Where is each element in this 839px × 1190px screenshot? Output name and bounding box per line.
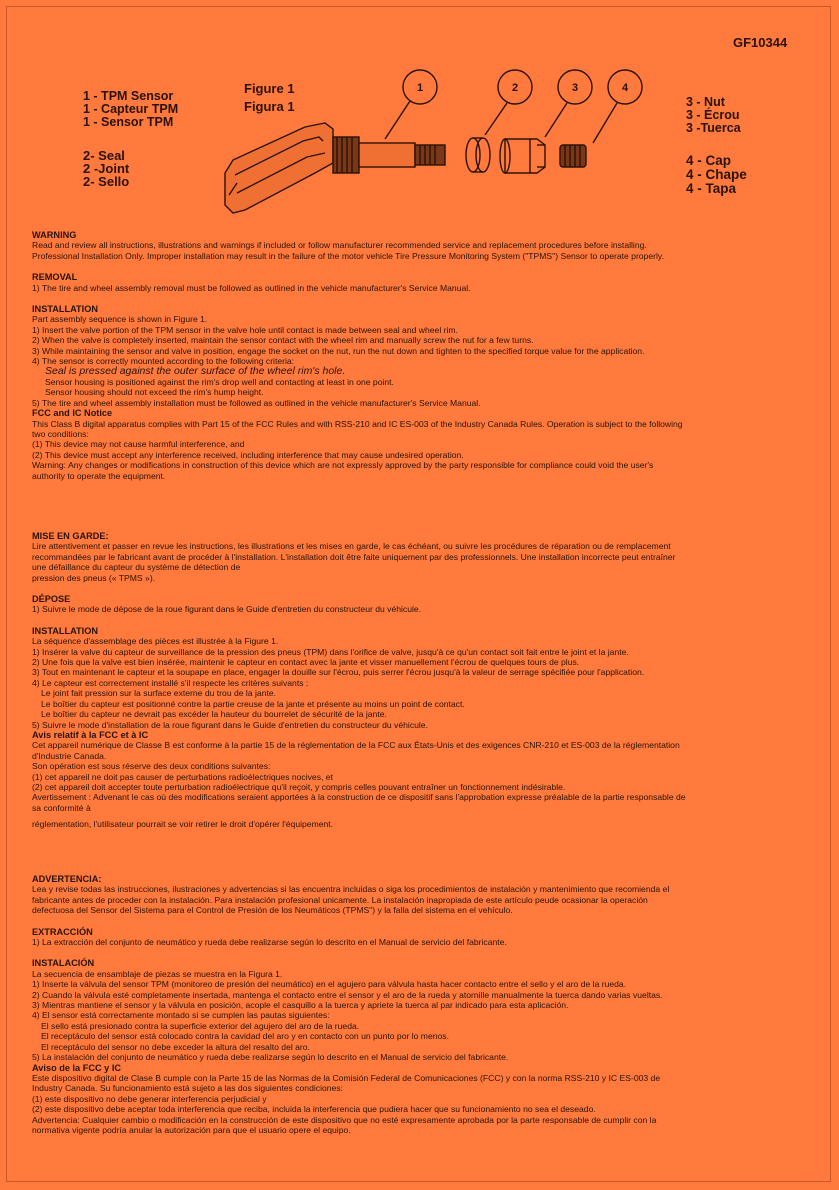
install-line: 2) Une fois que la valve est bien insérée, maintenir le capteur en contact avec la jante et visser manuellement l'écrou de quelques tours de plus.	[32, 657, 580, 668]
fcc-line: sa conformité à	[32, 802, 91, 813]
fcc-line: Este dispositivo digital de Clase B cumple con la Parte 15 de las Normas de la Comisión Federal de Comunicaciones (FCC) y con la norma RSS-210 y IC ES-003 de	[32, 1072, 661, 1083]
criteria-line: El receptáculo del sensor no debe exceder la altura del resalto del aro.	[41, 1041, 310, 1052]
fcc-line: (2) cet appareil doit accepter toute perturbation radioélectrique qu'il reçoit, y compris celles pouvant entraîner un fonctionnement indésirable.	[32, 781, 566, 792]
nut-label-es: 3 -Tuerca	[686, 121, 741, 135]
sensor-label-es: 1 - Sensor TPM	[83, 115, 174, 129]
fcc-line: Warning: Any changes or modifications in construction of this device which are not expressly approved by the party responsible for compliance could void the user's	[32, 460, 654, 471]
cap-label	[686, 154, 747, 196]
criteria-line: Sensor housing should not exceed the rim's hump height.	[45, 387, 264, 398]
warning-text: defectuosa del Sensor del Sistema para el Control de Presión de los Neumáticos (TPMS") y la falla del sistema en el vehículo.	[32, 905, 513, 916]
tpms-assembly-diagram	[215, 65, 655, 215]
warning-text: Lea y revise todas las instrucciones, ilustraciones y advertencias si las encuentra incluidas o siga los procedimientos de instalación y mantenimiento que recomienda el	[32, 884, 670, 895]
install-line: 5) Suivre le mode d'installation de la roue figurant dans le Guide d'entretien du constructeur du véhicule.	[32, 719, 428, 730]
sensor-label-fr: 1 - Capteur TPM	[83, 102, 179, 116]
warning-text: recommandées par le fabricant avant de procéder à l'installation. L'installation doit être faite uniquement par des professionnels. Une installation incorrecte peut entraîner	[32, 551, 676, 562]
fcc-line: Advertencia: Cualquier cambio o modificación en la construcción de este dispositivo que no esté expresamente aprobada por la parte responsable de cumplir con la	[32, 1114, 657, 1125]
callout-4-number: 4	[621, 82, 629, 94]
tpm-sensor-illustration	[225, 123, 445, 213]
sensor-label	[83, 90, 178, 129]
install-line: 3) Mientras mantiene el sensor y la válvula en posición, acople el casquillo a la tuerca y apriete la tuerca al par indicado para esta aplicación.	[32, 1000, 569, 1011]
removal-heading: REMOVAL	[32, 272, 78, 283]
spanish-section	[32, 874, 802, 1135]
removal-heading: EXTRACCIÓN	[32, 926, 93, 937]
figure-title-en: Figure 1	[244, 81, 295, 96]
figure-title-es: Figura 1	[244, 99, 295, 114]
warning-text: fabricante antes de proceder con la instalación. Para instalación profesional unicamente. La instalación inapropiada de este artículo peude ocasionar la operación	[32, 894, 648, 905]
seal-label-en: 2- Seal	[83, 148, 125, 163]
fcc-line: (1) cet appareil ne doit pas causer de perturbations radioélectriques nocives, et	[32, 771, 333, 782]
install-line: La secuencia de ensamblaje de piezas se muestra en la Figura 1.	[32, 968, 283, 979]
fcc-heading: Avis relatif à la FCC et à IC	[32, 729, 149, 740]
install-line: 3) Tout en maintenant le capteur et la soupape en place, engager la douille sur l'écrou, puis serrer l'écrou jusqu'à la valeur de serrage spécifiée pour l'application.	[32, 667, 645, 678]
fcc-line: Son opération est sous réserve des deux conditions suivantes:	[32, 761, 271, 772]
removal-heading: DÉPOSE	[32, 594, 71, 605]
warning-text: Lire attentivement et passer en revue les instructions, les illustrations et les mises en garde, le cas échéant, ou suivre les procédures de réparation ou de remplacement	[32, 541, 671, 552]
sensor-label-en: 1 - TPM Sensor	[83, 89, 174, 103]
fcc-line: normativa vigente podría anular la autorización para que el usuario opere el equipo.	[32, 1124, 351, 1135]
fcc-line: (2) este dispositivo debe aceptar toda interferencia que reciba, incluida la interferencia que pudiera hacer que su funcionamiento no sea el deseado.	[32, 1104, 596, 1115]
fcc-line: Cet appareil numérique de Classe B est conforme à la partie 15 de la réglementation de la FCC aux États-Unis et des exigences CNR-210 et ES-003 de la réglementation	[32, 740, 680, 751]
fcc-line: two conditions:	[32, 428, 89, 439]
install-line: 2) When the valve is completely inserted, maintain the sensor contact with the wheel rim and manually screw the nut for a few turns.	[32, 335, 534, 346]
removal-text: 1) Suivre le mode de dépose de la roue figurant dans le Guide d'entretien du constructeur du véhicule.	[32, 604, 422, 615]
install-line: 5) La instalación del conjunto de neumático y rueda debe realizarse según lo descrito en el Manual de servicio del fabricante.	[32, 1052, 509, 1063]
french-section	[32, 531, 802, 830]
removal-text: 1) The tire and wheel assembly removal must be followed as outlined in the vehicle manufacturer's Service Manual.	[32, 282, 471, 293]
callout-1-number: 1	[416, 82, 424, 94]
criteria-italic: Seal is pressed against the outer surface of the wheel rim's hole.	[45, 365, 346, 378]
fcc-line: Avertissement : Advenant le cas où des modifications seraient apportées à la construction de ce dispositif sans l'approbation expresse préalable de la partie responsable de	[32, 792, 686, 803]
english-section	[32, 230, 802, 481]
document-id: GF10344	[733, 35, 788, 50]
fcc-line: authority to operate the equipment.	[32, 470, 166, 481]
nut-illustration	[500, 139, 545, 173]
nut-label-fr: 3 - Écrou	[686, 108, 740, 122]
fcc-line: (2) This device must accept any interference received, including interference that may cause undesired operation.	[32, 449, 464, 460]
criteria-line: El receptáculo del sensor está colocado contra la cavidad del aro y en contacto con un punto por lo menos.	[41, 1031, 449, 1042]
nut-label	[686, 96, 741, 135]
seal-label	[83, 149, 129, 188]
fcc-line: (1) This device may not cause harmful interference, and	[32, 439, 245, 450]
callout-2	[485, 70, 532, 135]
fcc-line: This Class B digital apparatus complies with Part 15 of the FCC Rules and with RSS-210 and IC ES-003 of the Industry Canada Rules. Operation is subject to the following	[32, 418, 683, 429]
callout-1	[385, 70, 437, 139]
fcc-line: d'Industrie Canada.	[32, 750, 107, 761]
seal-label-fr: 2 -Joint	[83, 161, 130, 176]
warning-text-2: Professional Installation Only. Improper installation may result in the failure of the motor vehicle Tire Pressure Monitoring System ("TPMS") Sensor to operate properly.	[32, 250, 664, 261]
warning-text-1: Read and review all instructions, illustrations and warnings if included or follow manufacturer recommended service and replacement procedures before installing.	[32, 240, 647, 251]
seal-label-es: 2- Sello	[83, 174, 130, 189]
criteria-line: Le boîtier du capteur est positionné contre la partie creuse de la jante et présente au moins un point de contact.	[41, 698, 465, 709]
install-line: 1) Inserte la válvula del sensor TPM (monitoreo de presión del neumático) en el agujero para válvula hasta hacer contacto entre el sello y el aro de la rueda.	[32, 979, 627, 990]
warning-heading: ADVERTENCIA:	[32, 874, 102, 884]
install-line: 1) Insérer la valve du capteur de surveillance de la pression des pneus (TPM) dans l'orifice de valve, jusqu'à ce qu'un contact soit fait entre le joint et la jante.	[32, 646, 629, 657]
callout-2-number: 2	[511, 82, 519, 94]
fcc-line: (1) este dispositivo no debe generar interferencia perjudicial y	[32, 1093, 267, 1104]
installation-heading: INSTALACIÓN	[32, 958, 95, 969]
cap-label-en: 4 - Cap	[686, 153, 732, 168]
nut-label-en: 3 - Nut	[686, 95, 725, 109]
install-line: La séquence d'assemblage des pièces est illustrée à la Figure 1.	[32, 636, 279, 647]
fcc-heading: FCC and IC Notice	[32, 408, 113, 419]
callout-3	[545, 70, 592, 137]
install-line: 4) The sensor is correctly mounted according to the following criteria:	[32, 356, 295, 367]
install-line: 2) Cuando la válvula esté completamente insertada, mantenga el contacto entre el sensor y el aro de la rueda y atornille manualmente la tuerca dando varias vueltas.	[32, 989, 663, 1000]
criteria-line: Sensor housing is positioned against the rim's drop well and contacting at least in one point.	[45, 376, 394, 387]
callout-3-number: 3	[571, 82, 579, 94]
install-line: 5) The tire and wheel assembly installation must be followed as outlined in the vehicle manufacturer's Service Manual.	[32, 397, 481, 408]
cap-label-fr: 4 - Chape	[686, 167, 747, 182]
warning-heading: MISE EN GARDE:	[32, 531, 109, 541]
criteria-line: El sello está presionado contra la superficie exterior del agujero del aro de la rueda.	[41, 1020, 360, 1031]
installation-heading: INSTALLATION	[32, 625, 99, 636]
callout-4	[593, 70, 642, 143]
installation-heading: INSTALLATION	[32, 304, 99, 315]
install-line: 3) While maintaining the sensor and valve in position, engage the socket on the nut, run the nut down and tighten to the specified torque value for the application.	[32, 345, 645, 356]
warning-text: pression des pneus (« TPMS »).	[32, 572, 156, 583]
removal-text: 1) La extracción del conjunto de neumático y rueda debe realizarse según lo descrito en el Manual de servicio del fabricante.	[32, 937, 507, 948]
warning-text: une défaillance du capteur du système de détection de	[32, 562, 241, 573]
warning-heading: WARNING	[32, 230, 77, 240]
fcc-heading: Aviso de la FCC y IC	[32, 1062, 122, 1073]
criteria-line: Le boîtier du capteur ne devrait pas excéder la hauteur du bourrelet de sécurité de la jante.	[41, 709, 387, 720]
fcc-line: réglementation, l'utilisateur pourrait se voir retirer le droit d'opérer l'équipement.	[32, 819, 334, 830]
install-line: 4) Le capteur est correctement installé s'il respecte les critères suivants :	[32, 677, 309, 688]
fcc-line: Industry Canada. Su funcionamiento está sujeto a las dos siguientes condiciones:	[32, 1083, 343, 1094]
criteria-line: Le joint fait pression sur la surface externe du trou de la jante.	[41, 688, 277, 699]
cap-label-es: 4 - Tapa	[686, 181, 737, 196]
seal-illustration	[466, 138, 490, 172]
cap-illustration	[560, 145, 586, 167]
install-line: Part assembly sequence is shown in Figure 1.	[32, 314, 208, 325]
install-line: 4) El sensor está correctamente montado si se cumplen las pautas siguientes:	[32, 1010, 330, 1021]
install-line: 1) Insert the valve portion of the TPM sensor in the valve hole until contact is made between seal and wheel rim.	[32, 324, 458, 335]
